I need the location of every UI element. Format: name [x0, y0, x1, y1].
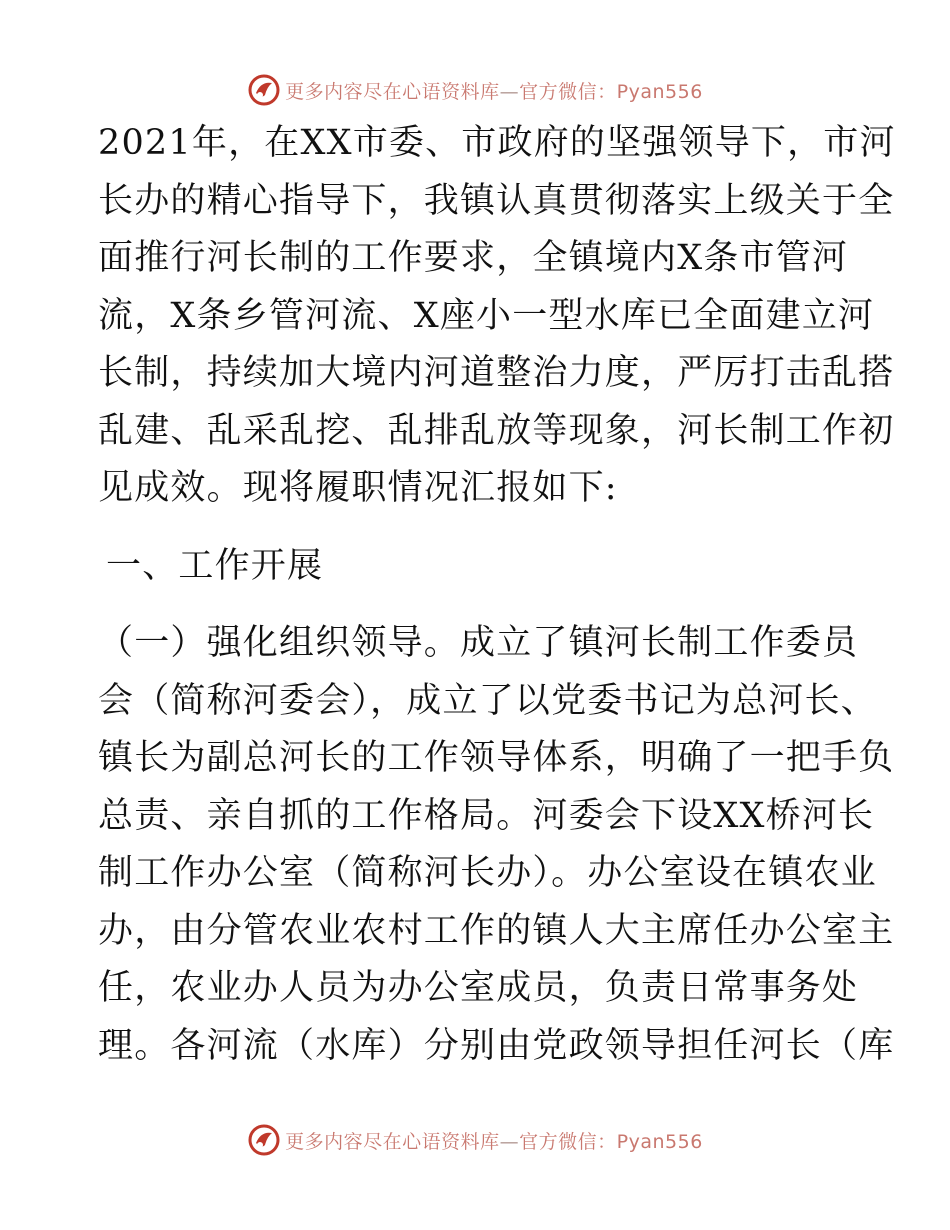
text-line: 流，X条乡管河流、X座小一型水库已全面建立河: [98, 295, 875, 336]
text-line: 制工作办公室（简称河长办）。办公室设在镇农业: [98, 853, 877, 893]
text-line: 面推行河长制的工作要求，全镇境内X条市管河: [98, 238, 849, 278]
paragraph-organization: [98, 615, 895, 1075]
seal-logo-icon: [247, 73, 281, 107]
paragraph-intro: [98, 115, 896, 518]
text-line: 理。各河流（水库）分别由党政领导担任河长（库: [98, 1025, 895, 1066]
text-line: 长制，持续加大境内河道整治力度，严厉打击乱搭: [98, 353, 895, 393]
watermark-text: 更多内容尽在心语资料库—官方微信：Pyan556: [285, 80, 703, 103]
seal-logo-icon: [247, 1123, 281, 1157]
document-body: [98, 115, 896, 1075]
text-line: 会（简称河委会），成立了以党委书记为总河长、: [98, 680, 877, 721]
text-line: 乱建、乱采乱挖、乱排乱放等现象，河长制工作初: [98, 410, 895, 451]
text-line: 任，农业办人员为办公室成员，负责日常事务处: [98, 968, 859, 1008]
text-line: 长办的精心指导下，我镇认真贯彻落实上级关于全: [98, 180, 895, 221]
text-line: 镇长为副总河长的工作领导体系，明确了一把手负: [98, 738, 895, 778]
text-line: 办，由分管农业农村工作的镇人大主席任办公室主: [98, 910, 895, 951]
section-heading: 一、工作开展: [106, 545, 324, 586]
text-line: 2021年，在XX市委、市政府的坚强领导下，市河: [98, 123, 896, 163]
watermark-text: 更多内容尽在心语资料库—官方微信：Pyan556: [285, 1130, 703, 1153]
text-line: 见成效。现将履职情况汇报如下:: [98, 468, 618, 508]
text-line: （一）强化组织领导。成立了镇河长制工作委员: [98, 623, 859, 663]
footer-watermark: [0, 1120, 950, 1160]
header-watermark: [0, 70, 950, 110]
text-line: 总责、亲自抓的工作格局。河委会下设XX桥河长: [98, 795, 875, 836]
